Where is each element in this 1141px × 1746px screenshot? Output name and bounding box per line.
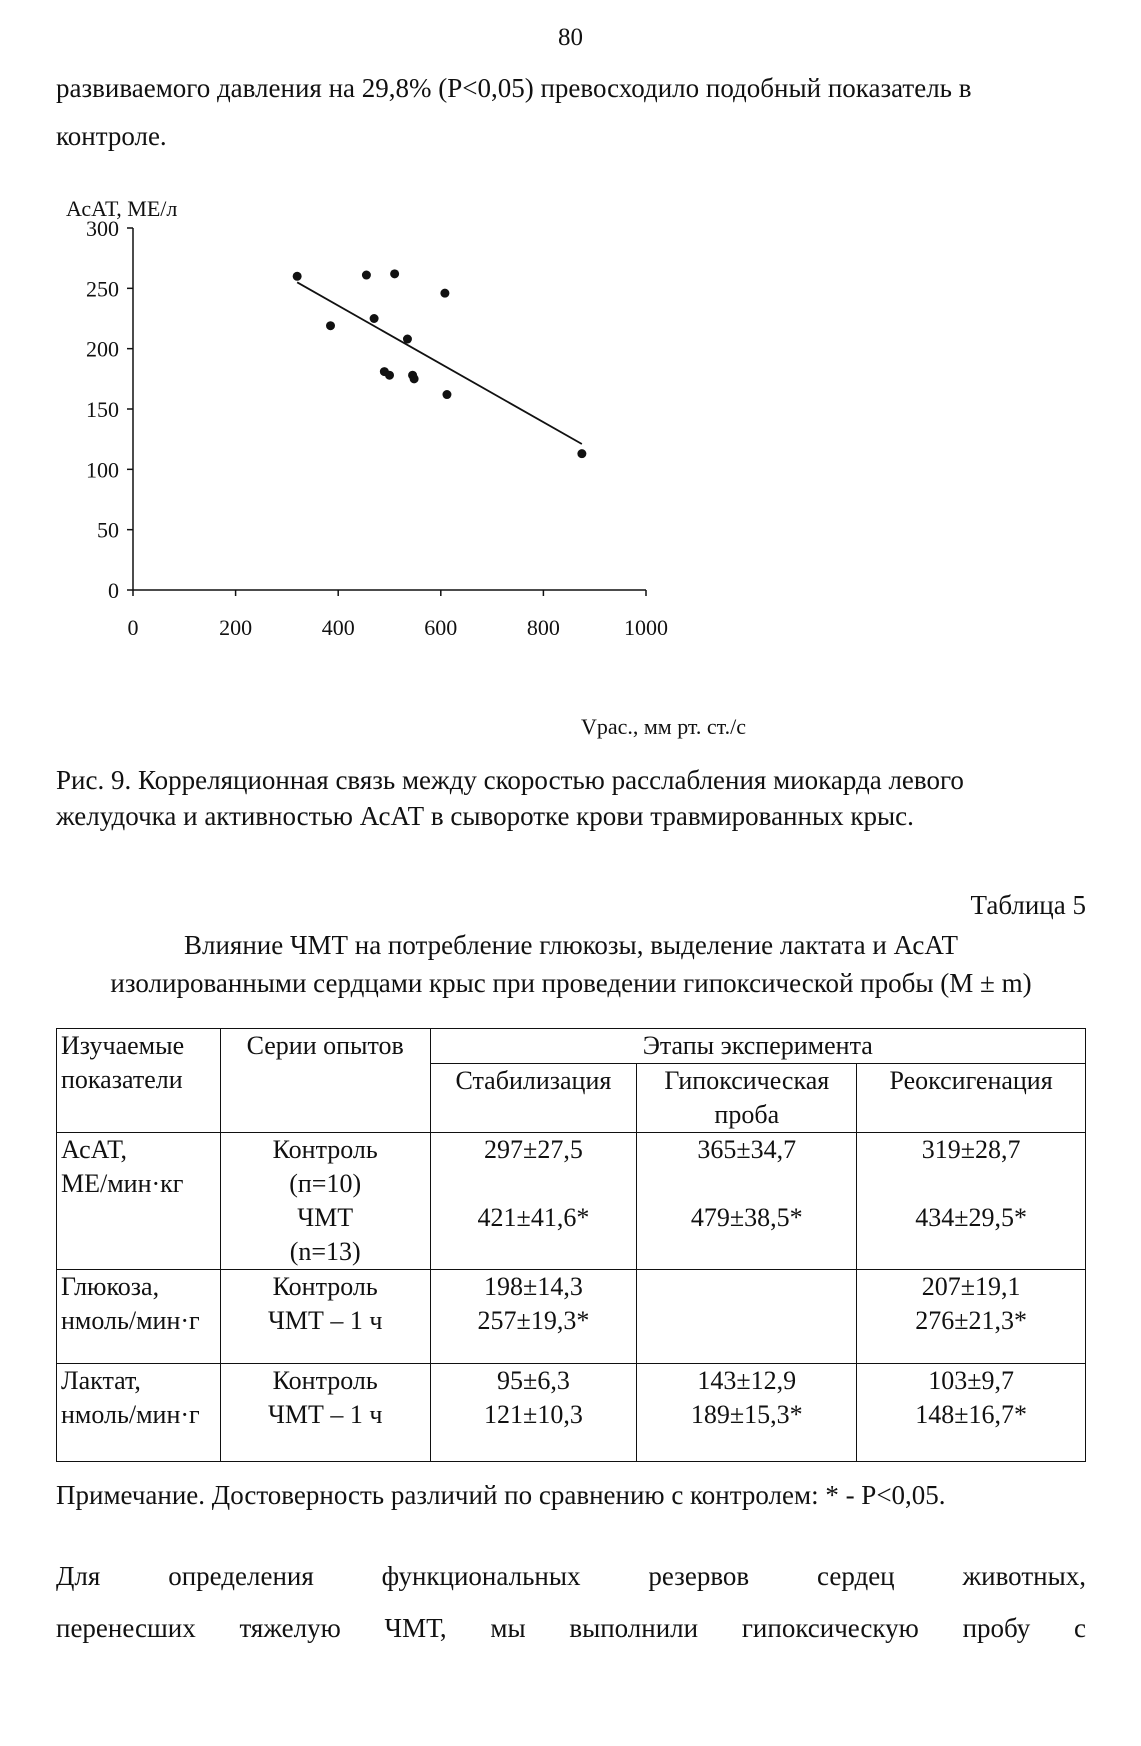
data-point: [403, 335, 412, 344]
closing-paragraph: [56, 1560, 1086, 1644]
word: выполнили: [569, 1613, 699, 1643]
series-cell: Контроль ЧМТ – 1 ч: [220, 1364, 430, 1462]
table-label: Таблица 5: [970, 890, 1086, 920]
y-tick-label: 0: [108, 578, 119, 603]
indicator-cell: Глюкоза, нмоль/мин·г: [57, 1270, 221, 1364]
table-row: [57, 1364, 1086, 1462]
text-line: контроле.: [56, 121, 167, 151]
word: определения: [168, 1561, 314, 1591]
word: Для: [56, 1561, 101, 1591]
word: функциональных: [381, 1561, 581, 1591]
text-line: [56, 1560, 1086, 1592]
header-stabilization: Стабилизация: [430, 1064, 637, 1133]
y-tick-label: 250: [86, 276, 119, 302]
word: сердец: [817, 1561, 895, 1591]
data-point: [326, 321, 335, 330]
indicator-cell: Лактат, нмоль/мин·г: [57, 1364, 221, 1462]
table-title: [56, 926, 1086, 1002]
x-axis-label: Vрас., мм рт. ст./с: [580, 714, 746, 739]
x-tick-label: 400: [321, 615, 355, 640]
value-cell: 319±28,7 434±29,5*: [857, 1133, 1086, 1270]
x-tick-label: 0: [127, 615, 139, 640]
table-title-line: Влияние ЧМТ на потребление глюкозы, выделение лактата и АсАТ: [183, 930, 959, 960]
header-indicator: Изучаемые показатели: [57, 1029, 221, 1133]
value-cell: 198±14,3 257±19,3*: [430, 1270, 637, 1364]
indicator-cell: АсАТ, МЕ/мин·кг: [57, 1133, 221, 1270]
x-tick-label: 200: [219, 615, 253, 640]
header-row: [57, 1029, 1086, 1064]
word: животных,: [962, 1561, 1086, 1591]
header-stages: Этапы эксперимента: [430, 1029, 1085, 1064]
value-cell: 103±9,7 148±16,7*: [857, 1364, 1086, 1462]
word: резервов: [648, 1561, 750, 1591]
data-point: [577, 449, 586, 458]
data-point: [362, 271, 371, 280]
y-tick-label: 300: [86, 216, 119, 241]
data-point: [370, 314, 379, 323]
table-row: [57, 1133, 1086, 1270]
x-tick-label: 1000: [624, 615, 668, 640]
header-reoxygenation: Реоксигенация: [857, 1064, 1086, 1133]
series-cell: Контроль (п=10) ЧМТ (n=13): [220, 1133, 430, 1270]
results-table: [56, 1028, 1086, 1462]
value-cell: 365±34,7 479±38,5*: [637, 1133, 857, 1270]
data-point: [390, 269, 399, 278]
page-number: 80: [558, 24, 583, 51]
word: тяжелую: [239, 1613, 341, 1643]
data-point: [442, 390, 451, 399]
word: перенесших: [56, 1613, 196, 1643]
value-cell: 207±19,1 276±21,3*: [857, 1270, 1086, 1364]
value-cell: 95±6,3 121±10,3: [430, 1364, 637, 1462]
data-point: [293, 272, 302, 281]
correlation-scatter-chart: [56, 190, 1086, 750]
caption-line: Рис. 9. Корреляционная связь между скоростью расслабления миокарда левого: [56, 765, 964, 795]
y-tick-label: 200: [86, 336, 119, 362]
series-cell: Контроль ЧМТ – 1 ч: [220, 1270, 430, 1364]
y-axis-label: АсАТ, МЕ/л: [66, 196, 178, 221]
word: гипоксическую: [741, 1613, 919, 1643]
y-tick-label: 100: [86, 457, 119, 483]
table-row: [57, 1270, 1086, 1364]
intro-paragraph: [56, 72, 1086, 152]
text-line: развиваемого давления на 29,8% (Р<0,05) превосходило подобный показатель в: [56, 73, 972, 103]
caption-line: желудочка и активностью АсАТ в сыворотке крови травмированных крыс.: [56, 801, 914, 831]
figure-caption: [56, 762, 1086, 834]
header-hypoxic: Гипоксическая проба: [637, 1064, 857, 1133]
data-point: [440, 289, 449, 298]
table-title-line: изолированными сердцами крыс при проведении гипоксической пробы (М ± m): [110, 968, 1032, 998]
data-point: [410, 374, 419, 383]
word: мы: [490, 1613, 526, 1643]
x-tick-label: 600: [424, 615, 458, 640]
word: с: [1073, 1613, 1086, 1643]
trend-line: [297, 282, 582, 444]
word: пробу: [962, 1613, 1031, 1643]
y-tick-label: 50: [97, 517, 119, 543]
data-point: [385, 371, 394, 380]
x-tick-label: 800: [526, 615, 560, 640]
y-tick-label: 150: [86, 397, 119, 422]
text-line: [56, 1612, 1086, 1644]
value-cell: 297±27,5 421±41,6*: [430, 1133, 637, 1270]
header-series: Серии опытов: [220, 1029, 430, 1133]
table-note: Примечание. Достоверность различий по сравнению с контролем: * - Р<0,05.: [56, 1480, 946, 1510]
value-cell: 143±12,9 189±15,3*: [637, 1364, 857, 1462]
word: ЧМТ,: [384, 1613, 447, 1643]
value-cell: [637, 1270, 857, 1364]
